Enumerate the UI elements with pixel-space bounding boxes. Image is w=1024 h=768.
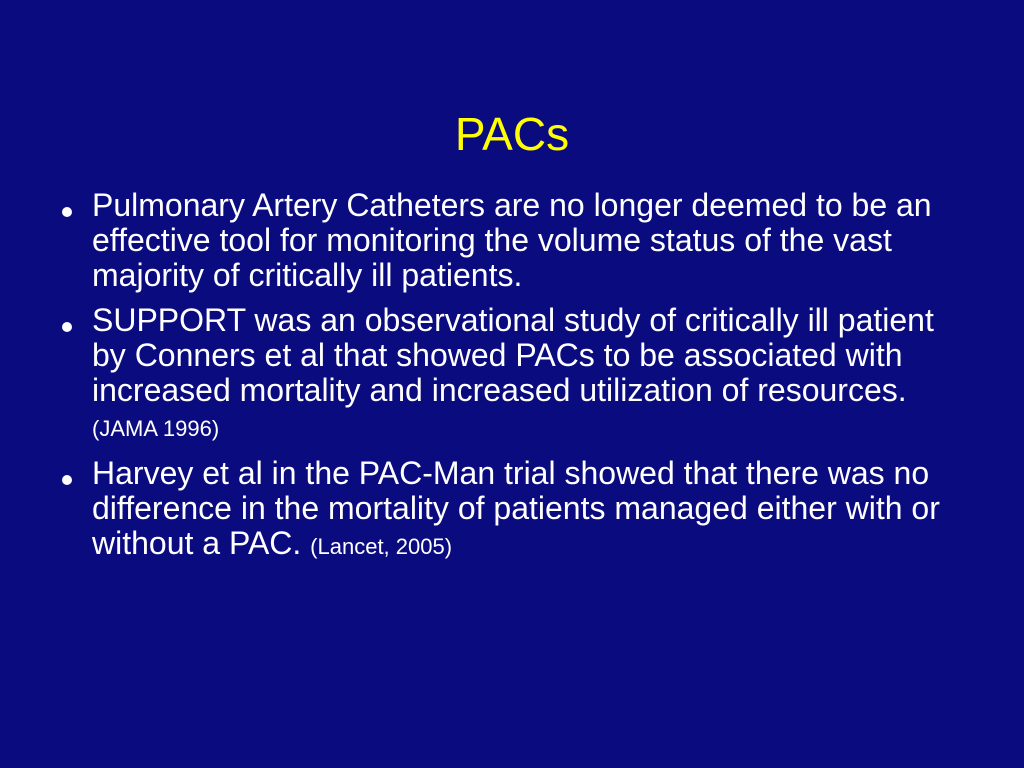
- bullet-text: Harvey et al in the PAC-Man trial showed that there was no difference in the mortality of patients managed either with or without a PAC.: [92, 455, 940, 561]
- bullet-item: [60, 188, 970, 293]
- bullet-item: [60, 303, 970, 446]
- bullet-dot-icon: [62, 322, 72, 332]
- bullet-dot-icon: [62, 207, 72, 217]
- bullet-citation: (JAMA 1996): [92, 416, 220, 441]
- bullet-citation: (Lancet, 2005): [310, 534, 453, 559]
- bullet-text: SUPPORT was an observational study of critically ill patient by Conners et al that showed PACs to be associated with increased mortality and increased utilization of resources.: [92, 302, 934, 408]
- bullet-dot-icon: [62, 475, 72, 485]
- bullet-text: Pulmonary Artery Catheters are no longer deemed to be an effective tool for monitoring the volume status of the vast majority of critically ill patients.: [92, 187, 932, 293]
- slide-title: PACs: [454, 108, 570, 160]
- bullet-list: [60, 188, 970, 574]
- bullet-item: [60, 456, 970, 564]
